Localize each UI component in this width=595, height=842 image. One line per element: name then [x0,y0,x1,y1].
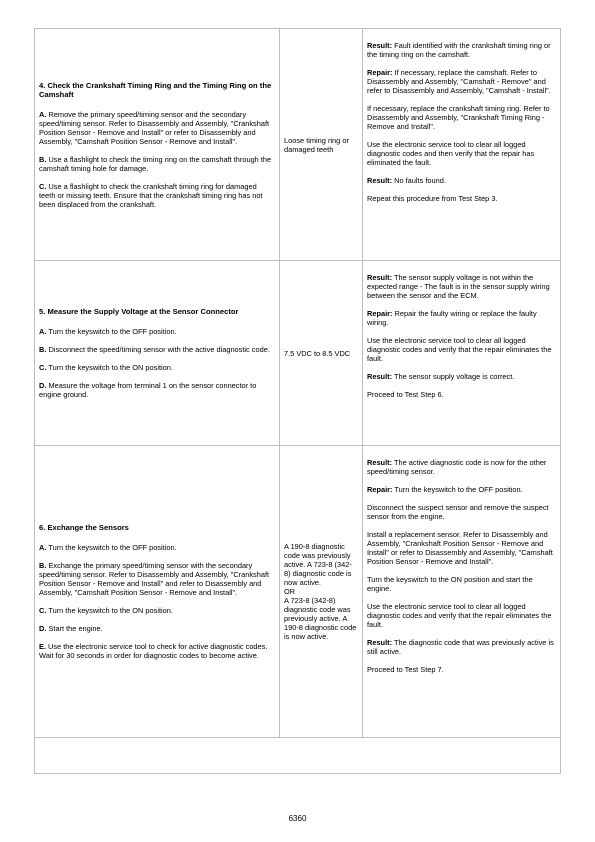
instruction-text: Use a flashlight to check the timing ring on the camshaft through the camshaft timing hole for damage. [39,154,272,173]
result-text: Fault identified with the crankshaft timing ring or the timing ring on the camshaft. [367,41,551,59]
result-item [367,140,556,167]
result-text: No faults found. [392,176,446,185]
test-step-title: 4. Check the Crankshaft Timing Ring and the Timing Ring on the Camshaft [39,80,272,99]
test-step-title: 6. Exchange the Sensors [39,523,129,533]
result-item [367,194,556,203]
result-item [367,602,556,629]
result-text: Repair the faulty wiring or replace the faulty wiring. [367,309,537,327]
page-number: 6360 [288,814,307,823]
instruction-letter: A. [39,109,47,119]
instruction-text: Measure the voltage from terminal 1 on the sensor connector to engine ground. [39,380,257,399]
result-label: Result: [367,458,393,467]
test-step-cell [35,261,280,446]
instruction-text: Start the engine. [46,623,103,633]
instruction-text: Use a flashlight to check the crankshaft timing ring for damaged teeth or missing teeth. Ensure that the crankshaft timing ring has not been displaced from the crankshaft. [39,181,263,209]
result-label: Repair: [367,485,393,494]
results-cell [363,29,561,261]
result-item [367,41,556,59]
instruction-item [39,606,275,615]
result-text: Use the electronic service tool to clear all logged diagnostic codes and then verify that the repair has eliminated the fault. [367,140,535,167]
instruction-letter: B. [39,154,47,164]
test-step-row [35,446,561,738]
instruction-letter: D. [39,380,47,390]
instruction-item [39,182,275,209]
result-text: Proceed to Test Step 6. [367,390,444,399]
instruction-item [39,363,275,372]
result-text: The sensor supply voltage is not within the expected range - The fault is in the sensor supply wiring between the sensor and the ECM. [367,273,550,300]
result-item [367,530,556,566]
instruction-text: Turn the keyswitch to the OFF position. [46,326,177,336]
instruction-text: Turn the keyswitch to the ON position. [46,605,173,615]
instruction-item [39,381,275,399]
result-text: Use the electronic service tool to clear all logged diagnostic codes and verify that the repair eliminates the fault. [367,602,552,629]
troubleshooting-table [34,28,561,774]
result-item [367,273,556,300]
result-text: If necessary, replace the crankshaft timing ring. Refer to Disassembly and Assembly, "Crankshaft Timing Ring - Remove and Install". [367,104,550,131]
result-text: Repeat this procedure from Test Step 3. [367,194,498,203]
test-step-cell [35,446,280,738]
instruction-letter: C. [39,181,47,191]
result-label: Result: [367,273,393,282]
result-label: Repair: [367,309,393,318]
result-text: The active diagnostic code is now for the other speed/timing sensor. [367,458,547,476]
result-item [367,104,556,131]
result-item [367,575,556,593]
result-item [367,503,556,521]
instruction-text: Use the electronic service tool to check for active diagnostic codes. Wait for 30 seconds in order for diagnostic codes to become active. [39,641,268,660]
result-text: Turn the keyswitch to the ON position and start the engine. [367,575,533,593]
instruction-item [39,624,275,633]
results-cell [363,261,561,446]
instruction-letter: A. [39,326,47,336]
procedure-sheet [34,28,561,774]
instruction-item [39,110,275,146]
result-label: Result: [367,176,393,185]
instruction-text: Disconnect the speed/timing sensor with the active diagnostic code. [46,344,270,354]
result-item [367,309,556,327]
instruction-letter: E. [39,641,46,651]
result-label: Repair: [367,68,393,77]
result-text: Proceed to Test Step 7. [367,665,444,674]
instruction-item [39,345,275,354]
result-text: The sensor supply voltage is correct. [392,372,515,381]
instruction-item [39,642,275,660]
instruction-text: Remove the primary speed/timing sensor and the secondary speed/timing sensor. Refer to Disassembly and Assembly, "Crankshaft Position Sensor - Remove and Install" or refer to Disassembly and Assembly, "Camshaft Position Sensor - Remove and Install". [39,109,270,146]
result-item [367,665,556,674]
instruction-letter: C. [39,362,47,372]
result-item [367,336,556,363]
result-item [367,372,556,381]
condition-cell [280,446,363,738]
result-text: If necessary, replace the camshaft. Refer to Disassembly and Assembly, "Camshaft - Remove" and refer to Disassembly and Assembly, "Camshaft - Install". [367,68,551,95]
condition-text: Loose timing ring or damaged teeth [284,135,349,154]
result-text: Turn the keyswitch to the OFF position. [392,485,523,494]
instruction-text: Exchange the primary speed/timing sensor with the secondary speed/timing sensor. Refer to Disassembly and Assembly, "Crankshaft Position Sensor - Remove and Install" and refer to Disassembly and Assembly, "Camshaft Position Sensor - Remove and Install". [39,560,270,597]
empty-continuation-row [35,738,561,774]
test-step-row [35,29,561,261]
condition-cell [280,29,363,261]
instruction-text: Turn the keyswitch to the OFF position. [46,542,177,552]
instruction-item [39,543,275,552]
result-item [367,68,556,95]
instruction-text: Turn the keyswitch to the ON position. [46,362,173,372]
result-item [367,176,556,185]
condition-cell [280,261,363,446]
instruction-item [39,561,275,597]
result-label: Result: [367,41,393,50]
result-item [367,485,556,494]
test-step-title: 5. Measure the Supply Voltage at the Sensor Connector [39,307,239,317]
result-item [367,638,556,656]
result-text: Disconnect the suspect sensor and remove the suspect sensor from the engine. [367,503,549,521]
result-text: Use the electronic service tool to clear all logged diagnostic codes and verify that the repair eliminates the fault. [367,336,552,363]
instruction-letter: A. [39,542,47,552]
result-label: Result: [367,638,393,647]
result-label: Result: [367,372,393,381]
instruction-letter: C. [39,605,47,615]
result-text: Install a replacement sensor. Refer to Disassembly and Assembly, "Crankshaft Position Sensor - Remove and Install" or refer to Disassembly and Assembly, "Camshaft Position Sensor - Remove and Install". [367,530,553,566]
test-step-row [35,261,561,446]
condition-text: A 190-8 diagnostic code was previously active. A 723-8 (342-8) diagnostic code is now active. OR A 723-8 (342-8) diagnostic code was previously active. A 190-8 diagnostic code is now active. [284,542,357,641]
result-item [367,390,556,399]
instruction-item [39,327,275,336]
instruction-letter: B. [39,560,47,570]
result-text: The diagnostic code that was previously active is still active. [367,638,554,656]
condition-text: 7.5 VDC to 8.5 VDC [284,348,351,358]
result-item [367,458,556,476]
results-cell [363,446,561,738]
instruction-letter: B. [39,344,47,354]
empty-cell [35,738,561,774]
instruction-letter: D. [39,623,47,633]
table-body [35,29,561,774]
instruction-item [39,155,275,173]
test-step-cell [35,29,280,261]
